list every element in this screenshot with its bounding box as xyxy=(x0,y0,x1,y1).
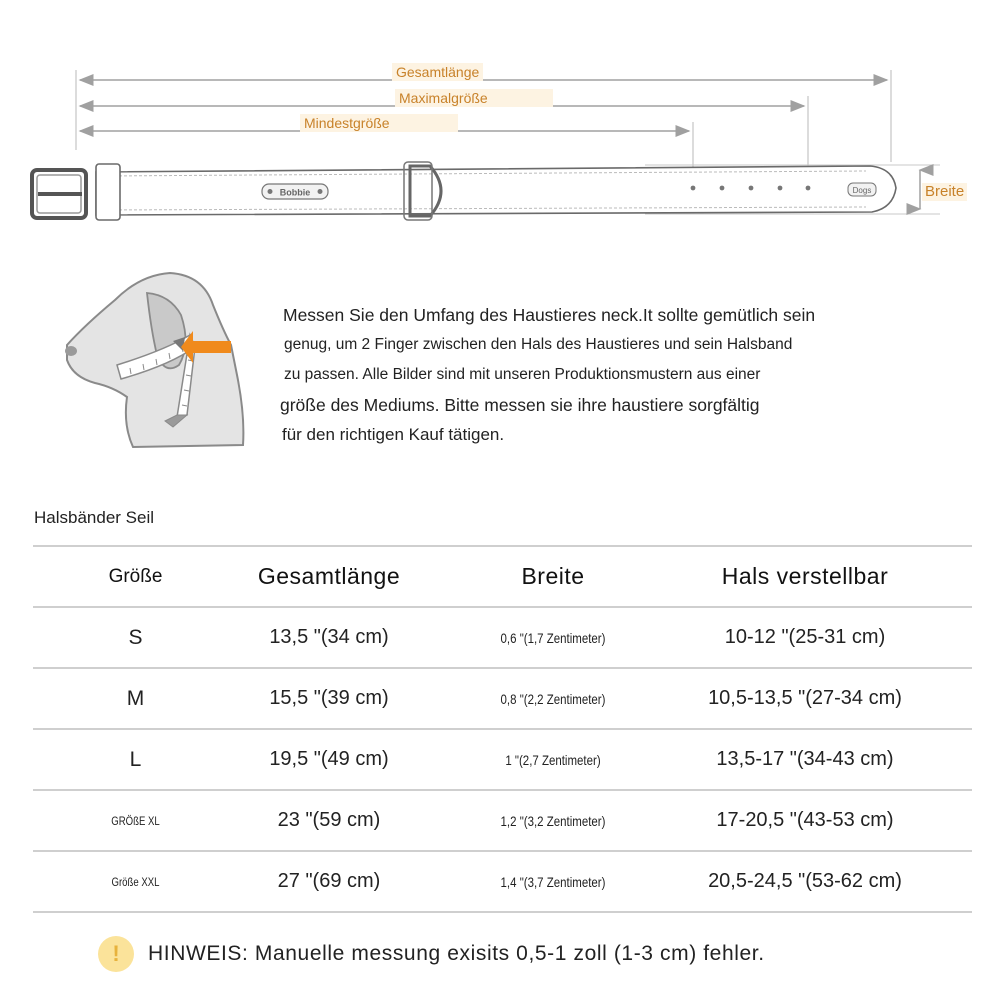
neck-cell: 17-20,5 "(43-53 cm) xyxy=(716,809,894,831)
instruction-line: zu passen. Alle Bilder sind mit unseren Produktionsmustern aus einer xyxy=(284,366,761,383)
size-cell: S xyxy=(128,625,143,649)
instruction-line: größe des Mediums. Bitte messen sie ihre haustiere sorgfältig xyxy=(280,395,760,415)
width-cell: 0,6 "(1,7 Zentimeter) xyxy=(500,629,606,646)
neck-cell: 10,5-13,5 "(27-34 cm) xyxy=(708,687,902,709)
length-cell: 13,5 "(34 cm) xyxy=(269,626,389,648)
size-cell: GRÖßE XL xyxy=(111,813,160,828)
neck-cell: 20,5-24,5 "(53-62 cm) xyxy=(708,870,902,892)
note xyxy=(98,936,765,972)
note-text: HINWEIS: Manuelle messung exisits 0,5-1 zoll (1-3 cm) fehler. xyxy=(148,942,765,965)
table-header-row xyxy=(33,545,972,606)
header-size: Größe xyxy=(108,565,163,587)
table-row xyxy=(33,728,972,789)
header-total-length: Gesamtlänge xyxy=(257,563,401,589)
min-size-label: Mindestgröße xyxy=(300,114,458,132)
table-row xyxy=(33,789,972,850)
table-row xyxy=(33,606,972,667)
buckle-icon xyxy=(32,170,86,218)
instruction-line: für den richtigen Kauf tätigen. xyxy=(282,425,505,444)
width-label: Breite xyxy=(922,183,967,201)
max-size-label: Maximalgröße xyxy=(395,89,553,107)
header-width: Breite xyxy=(521,563,585,589)
measuring-instructions xyxy=(278,300,958,450)
size-table xyxy=(33,545,972,913)
width-cell: 1,2 "(3,2 Zentimeter) xyxy=(500,812,606,829)
dog-neck-illustration xyxy=(55,265,255,460)
table-row xyxy=(33,667,972,728)
collar-diagram xyxy=(0,0,1000,240)
collar-illustration xyxy=(0,0,1000,240)
collar-logo-plate xyxy=(262,184,328,199)
width-cell: 1,4 "(3,7 Zentimeter) xyxy=(500,873,606,890)
length-cell: 19,5 "(49 cm) xyxy=(269,748,389,770)
header-neck-adjustable: Hals verstellbar xyxy=(721,563,889,589)
size-cell: Größe XXL xyxy=(111,874,160,889)
table-row xyxy=(33,850,972,913)
length-cell: 23 "(59 cm) xyxy=(277,809,381,831)
size-cell: M xyxy=(126,686,145,710)
collar-logo-text: Bobbie xyxy=(279,187,311,198)
neck-cell: 13,5-17 "(34-43 cm) xyxy=(716,748,894,770)
length-cell: 27 "(69 cm) xyxy=(277,870,381,892)
total-length-label: Gesamtlänge xyxy=(392,63,483,81)
neck-cell: 10-12 "(25-31 cm) xyxy=(724,626,886,648)
width-cell: 0,8 "(2,2 Zentimeter) xyxy=(500,690,606,707)
width-cell: 1 "(2,7 Zentimeter) xyxy=(505,751,601,768)
length-cell: 15,5 "(39 cm) xyxy=(269,687,389,709)
exclamation-icon: ! xyxy=(98,936,134,972)
instruction-line: Messen Sie den Umfang des Haustieres neck.It sollte gemütlich sein xyxy=(283,305,816,325)
instruction-line: genug, um 2 Finger zwischen den Hals des Haustieres und sein Halsband xyxy=(284,336,793,353)
tip-logo-text: Dogs xyxy=(852,186,872,195)
size-cell: L xyxy=(129,747,142,771)
table-caption: Halsbänder Seil xyxy=(34,508,155,527)
